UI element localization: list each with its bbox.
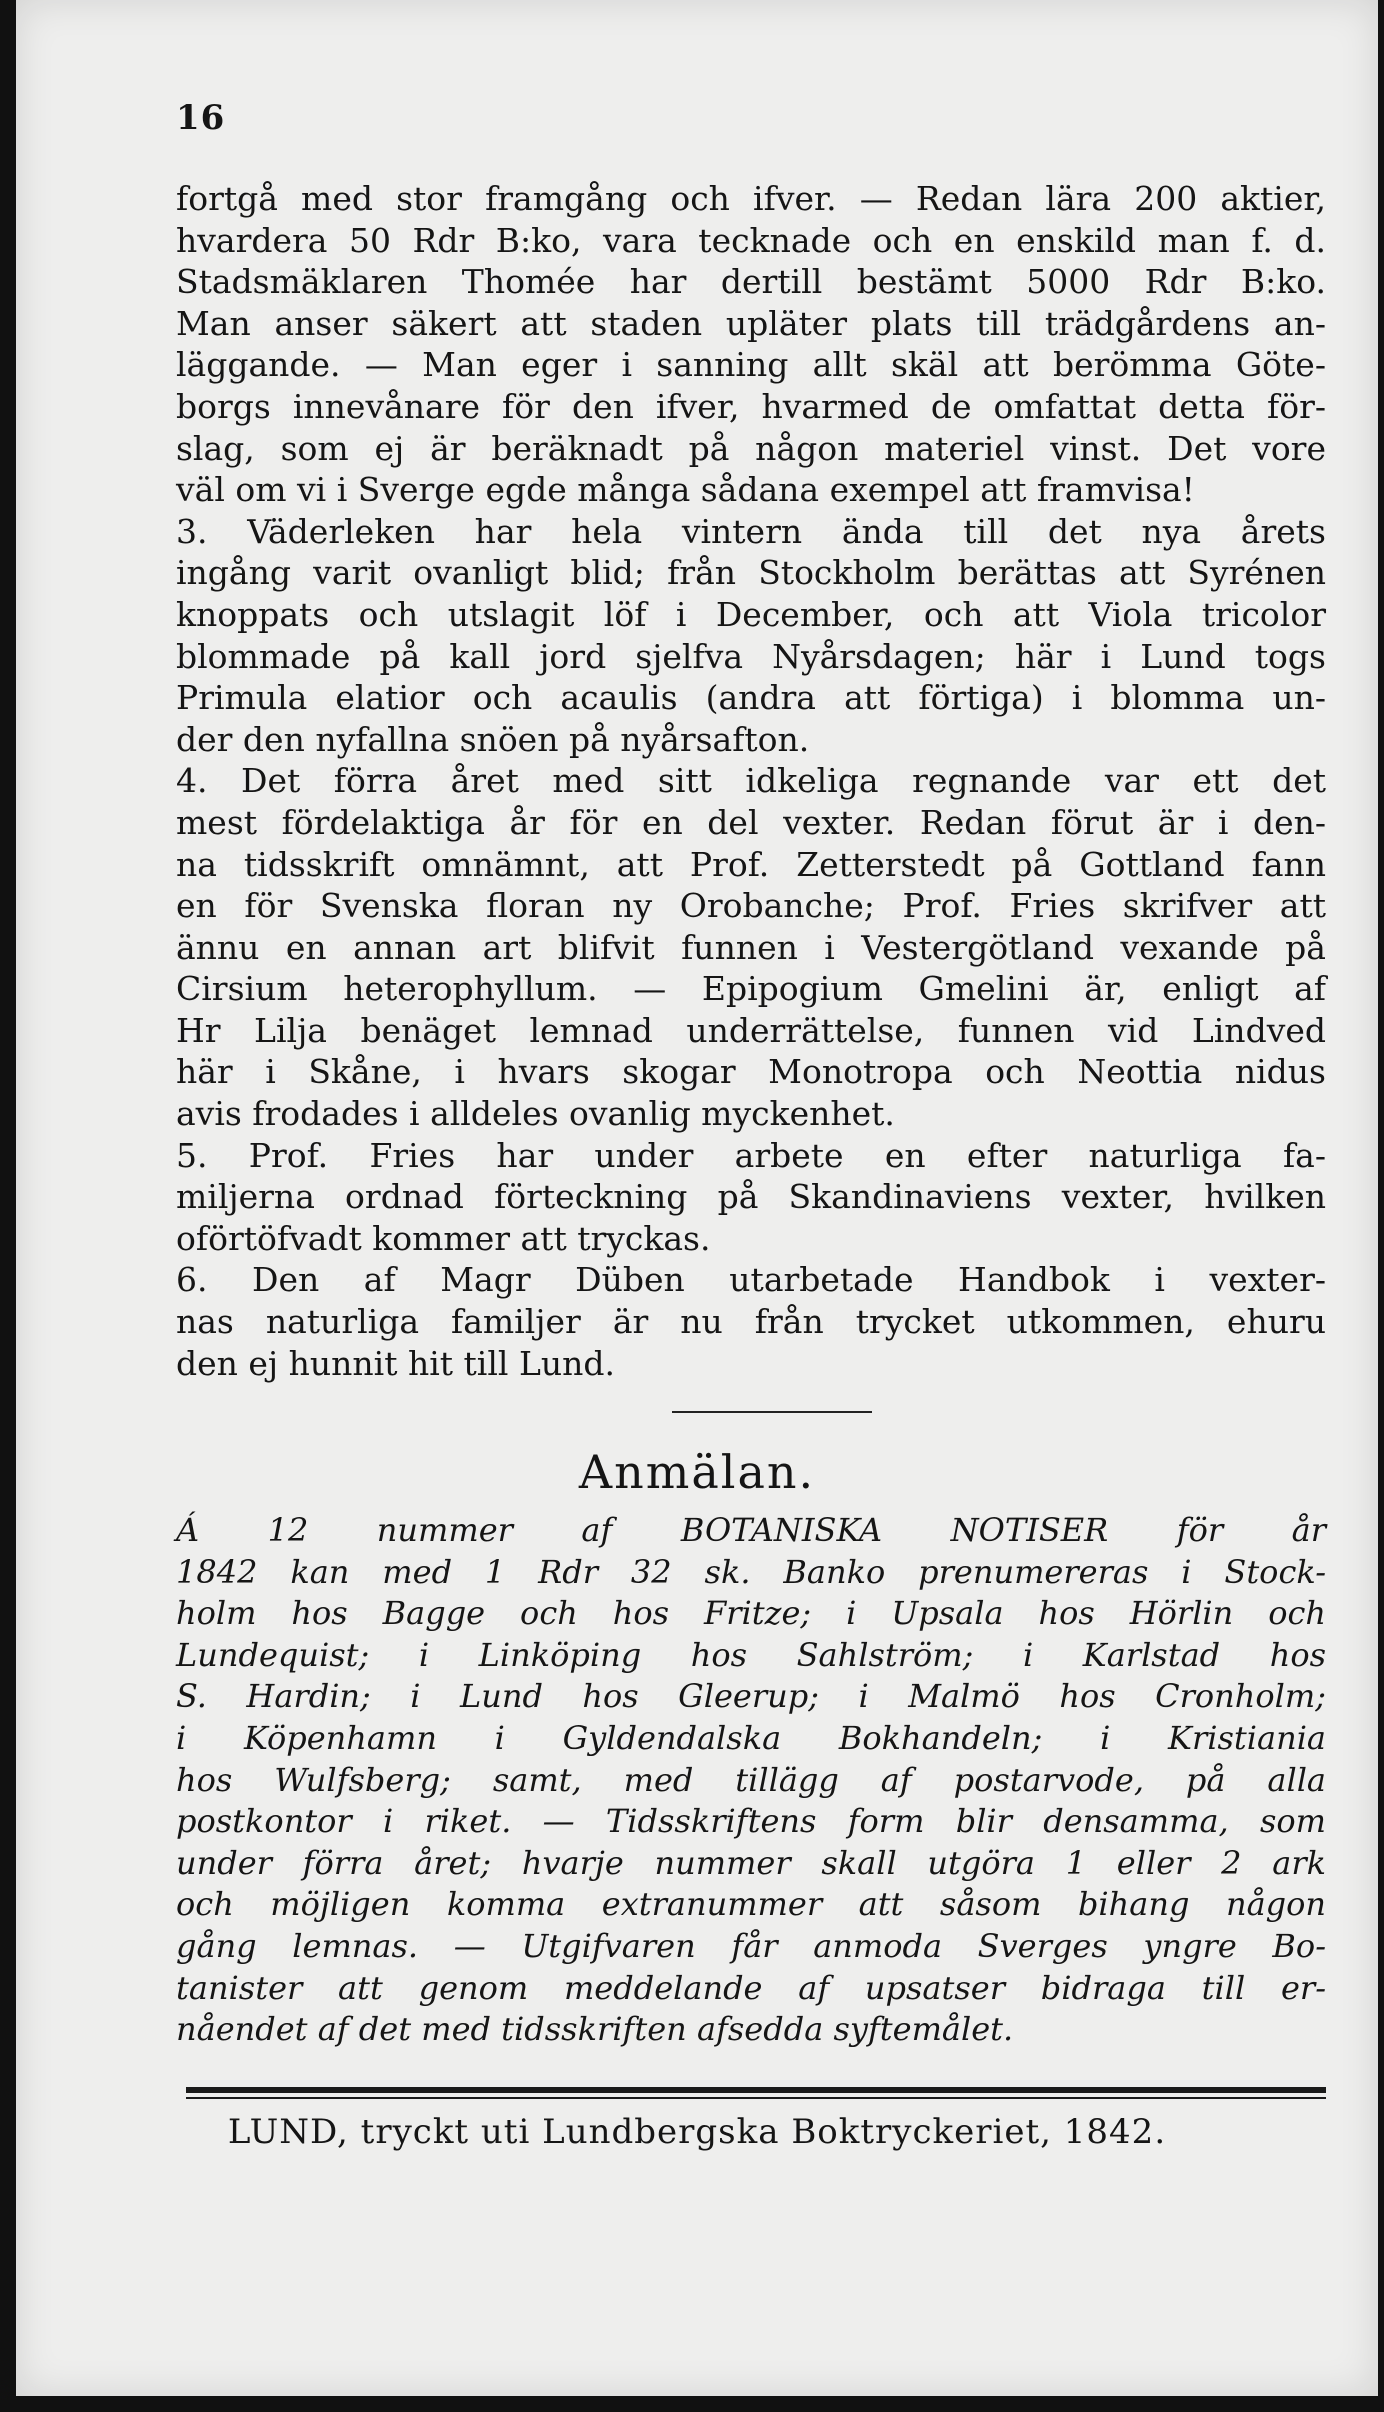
text-line: läggande. — Man eger i sanning allt skäl att berömma Göte- — [176, 345, 1326, 385]
page-number: 16 — [176, 98, 226, 138]
announcement-line: holm hos Bagge och hos Fritze; i Upsala hos Hörlin och — [176, 1594, 1326, 1633]
text-line: här i Skåne, i hvars skogar Monotropa och Neottia nidus — [176, 1052, 1326, 1092]
announcement-line: under förra året; hvarje nummer skall utgöra 1 eller 2 ark — [176, 1843, 1326, 1882]
text-line: Man anser säkert att staden upläter plats till trädgårdens an- — [176, 303, 1326, 343]
text-line: fortgå med stor framgång och ifver. — Redan lära 200 aktier, — [176, 179, 1326, 218]
announcement-line: och möjligen komma extranummer att såsom bihang någon — [176, 1885, 1326, 1924]
announcement-line: postkontor i riket. — Tidsskriftens form blir densamma, som — [176, 1802, 1326, 1841]
text-line: ingång varit ovanligt blid; från Stockholm berättas att Syrénen — [176, 553, 1326, 593]
announcement-line: nåendet af det med tidsskriften afsedda syftemålet. — [176, 2010, 1014, 2049]
text-line: avis frodades i alldeles ovanlig myckenhet. — [176, 1094, 895, 1134]
text-line: knoppats och utslagit löf i December, och att Viola tricolor — [176, 594, 1326, 634]
announcement-line: hos Wulfsberg; samt, med tillägg af postarvode, på alla — [176, 1760, 1326, 1799]
text-line: väl om vi i Sverge egde många sådana exempel att framvisa! — [176, 470, 1195, 510]
text-line: den ej hunnit hit till Lund. — [176, 1343, 615, 1383]
text-line: miljerna ordnad förteckning på Skandinaviens vexter, hvilken — [176, 1177, 1326, 1217]
book-page — [16, 0, 1378, 2396]
announcement-line: i Köpenhamn i Gyldendalska Bokhandeln; i Kristiania — [176, 1718, 1326, 1757]
text-line: borgs innevånare för den ifver, hvarmed de omfattat detta för- — [176, 386, 1326, 426]
text-line: na tidsskrift omnämnt, att Prof. Zetterstedt på Gottland fann — [176, 844, 1326, 884]
footer-rule-thin — [186, 2097, 1326, 2099]
text-line: 6. Den af Magr Düben utarbetade Handbok i vexter- — [176, 1260, 1326, 1300]
text-line: slag, som ej är beräknadt på någon materiel vinst. Det vore — [176, 428, 1326, 468]
text-line: der den nyfallna snöen på nyårsafton. — [176, 719, 810, 759]
text-line: 3. Väderleken har hela vintern ända till det nya årets — [176, 511, 1326, 551]
announcement-line: Á 12 nummer af BOTANISKA NOTISER för år — [176, 1511, 1326, 1549]
text-line: 4. Det förra året med sitt idkeliga regnande var ett det — [176, 761, 1326, 801]
section-divider — [672, 1411, 872, 1413]
announcement-block — [176, 1510, 1326, 2051]
text-line: mest fördelaktiga år för en del vexter. Redan förut är i den- — [176, 802, 1326, 842]
text-line: Primula elatior och acaulis (andra att förtiga) i blomma un- — [176, 678, 1326, 718]
text-line: ännu en annan art blifvit funnen i Vestergötland vexande på — [176, 927, 1326, 967]
announcement-line: S. Hardin; i Lund hos Gleerup; i Malmö hos Cronholm; — [176, 1677, 1326, 1716]
text-line: nas naturliga familjer är nu från trycket utkommen, ehuru — [176, 1302, 1326, 1342]
printer-imprint: LUND, tryckt uti Lundbergska Boktryckeriet, 1842. — [227, 2112, 1167, 2152]
announcement-line: tanister att genom meddelande af upsatser bidraga till er- — [176, 1968, 1326, 2007]
text-line: en för Svenska floran ny Orobanche; Prof. Fries skrifver att — [176, 886, 1326, 926]
announcement-line: gång lemnas. — Utgifvaren får anmoda Sverges yngre Bo- — [176, 1926, 1326, 1965]
text-line: blommade på kall jord sjelfva Nyårsdagen; här i Lund togs — [176, 636, 1326, 676]
text-line: Hr Lilja benäget lemnad underrättelse, funnen vid Lindved — [176, 1010, 1326, 1050]
text-line: Cirsium heterophyllum. — Epipogium Gmelini är, enligt af — [176, 969, 1326, 1009]
announcement-line: 1842 kan med 1 Rdr 32 sk. Banko prenumereras i Stock- — [176, 1552, 1326, 1591]
announcement-heading: Anmälan. — [578, 1445, 816, 1499]
announcement-line: Lundequist; i Linköping hos Sahlström; i Karlstad hos — [176, 1635, 1326, 1674]
text-line: Stadsmäklaren Thomée har dertill bestämt 5000 Rdr B:ko. — [176, 262, 1326, 302]
text-line: 5. Prof. Fries har under arbete en efter naturliga fa- — [176, 1135, 1326, 1175]
text-line: oförtöfvadt kommer att tryckas. — [176, 1218, 711, 1258]
news-text-block — [176, 178, 1326, 1384]
text-line: hvardera 50 Rdr B:ko, vara tecknade och en enskild man f. d. — [176, 220, 1326, 260]
footer-rule-thick — [186, 2087, 1326, 2093]
